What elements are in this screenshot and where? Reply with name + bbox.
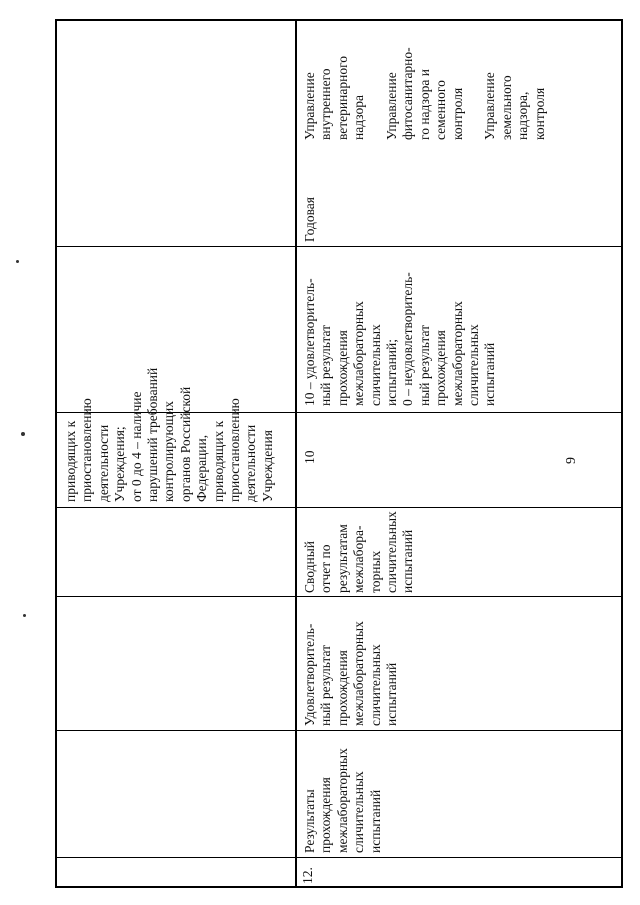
cell-row12-scale: 10 – удовлетворитель- ный результат прохождения межлабораторных сличительных испытаний; 0 – неудовлетворитель- ный результат прохождения межлабораторных сличительных испытаний: [302, 272, 498, 406]
table-border-right: [621, 19, 623, 888]
cell-row12-number: 12.: [300, 867, 315, 884]
table-border-col1: [55, 246, 623, 247]
cell-row12-source: Сводный отчет по результатам межлабора- торных сличительных испытаний: [302, 511, 416, 593]
cell-row12-indicator: Результаты прохождения межлабораторных сличительных испытаний: [302, 748, 383, 853]
cell-row12-expected-result: Удовлетворитель- ный результат прохождения межлабораторных сличительных испытаний: [302, 621, 400, 726]
cell-top-responsible: Управление внутреннего ветеринарного надзора Управление фитосанитарно- го надзора и семенного контроля Управление земельного надзора, контроля: [302, 47, 547, 140]
cell-top-scale: приводящих к приостановлению деятельности Учреждения; от 0 до 4 – наличие нарушений требований контролирующих органов Российской Федерации, приводящих к приостановлению деятельности Учреждения: [63, 367, 275, 502]
table-border-col3: [55, 507, 623, 508]
table-border-top: [55, 19, 623, 21]
cell-row12-weight: 10: [302, 450, 317, 464]
scan-speck: [16, 260, 19, 263]
table-border-col6: [55, 857, 623, 858]
table-border-col4: [55, 596, 623, 597]
scan-speck: [23, 614, 26, 617]
scan-speck: [21, 432, 25, 436]
table-border-bottom: [55, 886, 623, 888]
page-number: 9: [564, 457, 579, 464]
table-row-divider: [295, 19, 297, 888]
table-border-left: [55, 19, 57, 888]
table-border-col5: [55, 730, 623, 731]
cell-row12-period: Годовая: [302, 197, 317, 242]
